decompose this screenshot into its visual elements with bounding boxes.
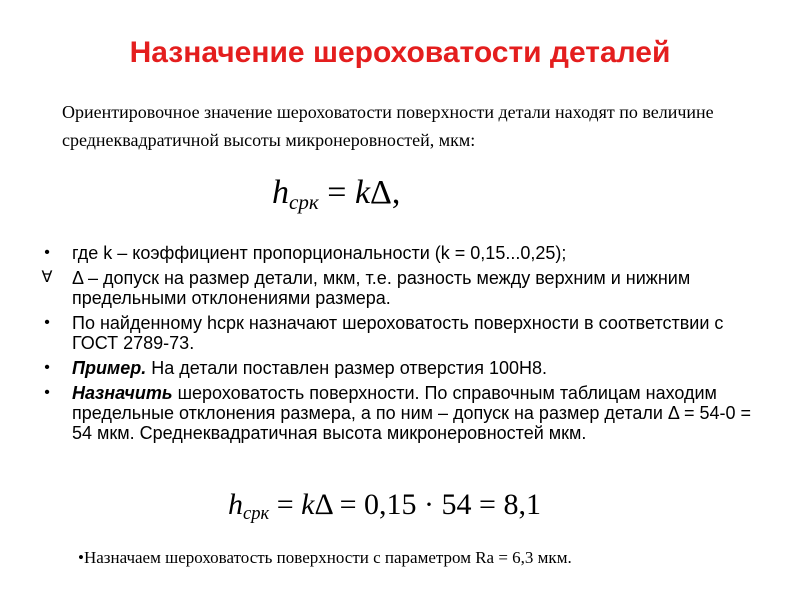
list-item: [38, 313, 758, 353]
bullet-lead: Назначить: [72, 383, 173, 403]
slide-title: Назначение шероховатости деталей: [129, 36, 671, 69]
formula-calc-lhs: h: [228, 488, 243, 521]
bullet-text: Δ – допуск на размер детали, мкм, т.е. разность между верхним и нижним предельными отклонениями размера.: [72, 268, 691, 308]
formula-calc-rest: Δ = 0,15 · 54 = 8,1: [314, 488, 541, 521]
bullet-text: На детали поставлен размер отверстия 100H8.: [146, 358, 548, 378]
bullet-text: По найденному hсрк назначают шероховатость поверхности в соответствии с ГОСТ 2789-73.: [72, 313, 724, 353]
bullet-marker: •: [44, 359, 50, 376]
formula-calculation: [228, 488, 541, 525]
formula-calc-eq: =: [269, 488, 302, 521]
list-item: [38, 243, 758, 263]
list-item: [38, 268, 758, 308]
formula-calc-k: k: [301, 488, 315, 521]
formula-hsrk-subscript: срк: [289, 189, 319, 214]
bullet-marker: •: [44, 384, 50, 401]
bullet-text: шероховатость поверхности. По справочным таблицам находим предельные отклонения размера, а по ним – допуск на размер детали Δ = 54-0 = 54 мкм. Среднеквадратичная высота микронеровностей мкм.: [72, 383, 752, 443]
intro-paragraph: Ориентировочное значение шероховатости поверхности детали находят по величине среднеквадратичной высоты микронеровностей, мкм:: [62, 102, 714, 150]
bullet-marker: ∀: [41, 269, 53, 286]
bullet-lead: Пример.: [72, 358, 147, 378]
formula-calc-subscript: срк: [243, 503, 270, 525]
bullet-marker: •: [44, 244, 50, 261]
formula-hsrk: [272, 174, 400, 212]
formula-hsrk-k: k: [354, 174, 371, 211]
conclusion-text: •Назначаем шероховатость поверхности с параметром Ra = 6,3 мкм.: [78, 548, 572, 567]
list-item: [38, 383, 758, 443]
list-item: [38, 358, 758, 378]
formula-hsrk-eq: =: [318, 174, 355, 211]
formula-hsrk-lhs: h: [272, 174, 289, 211]
bullet-marker: •: [44, 314, 50, 331]
bullet-list: [38, 243, 758, 448]
bullet-text: где k – коэффициент пропорциональности (k = 0,15...0,25);: [72, 243, 567, 263]
formula-hsrk-rest: Δ,: [370, 174, 401, 211]
